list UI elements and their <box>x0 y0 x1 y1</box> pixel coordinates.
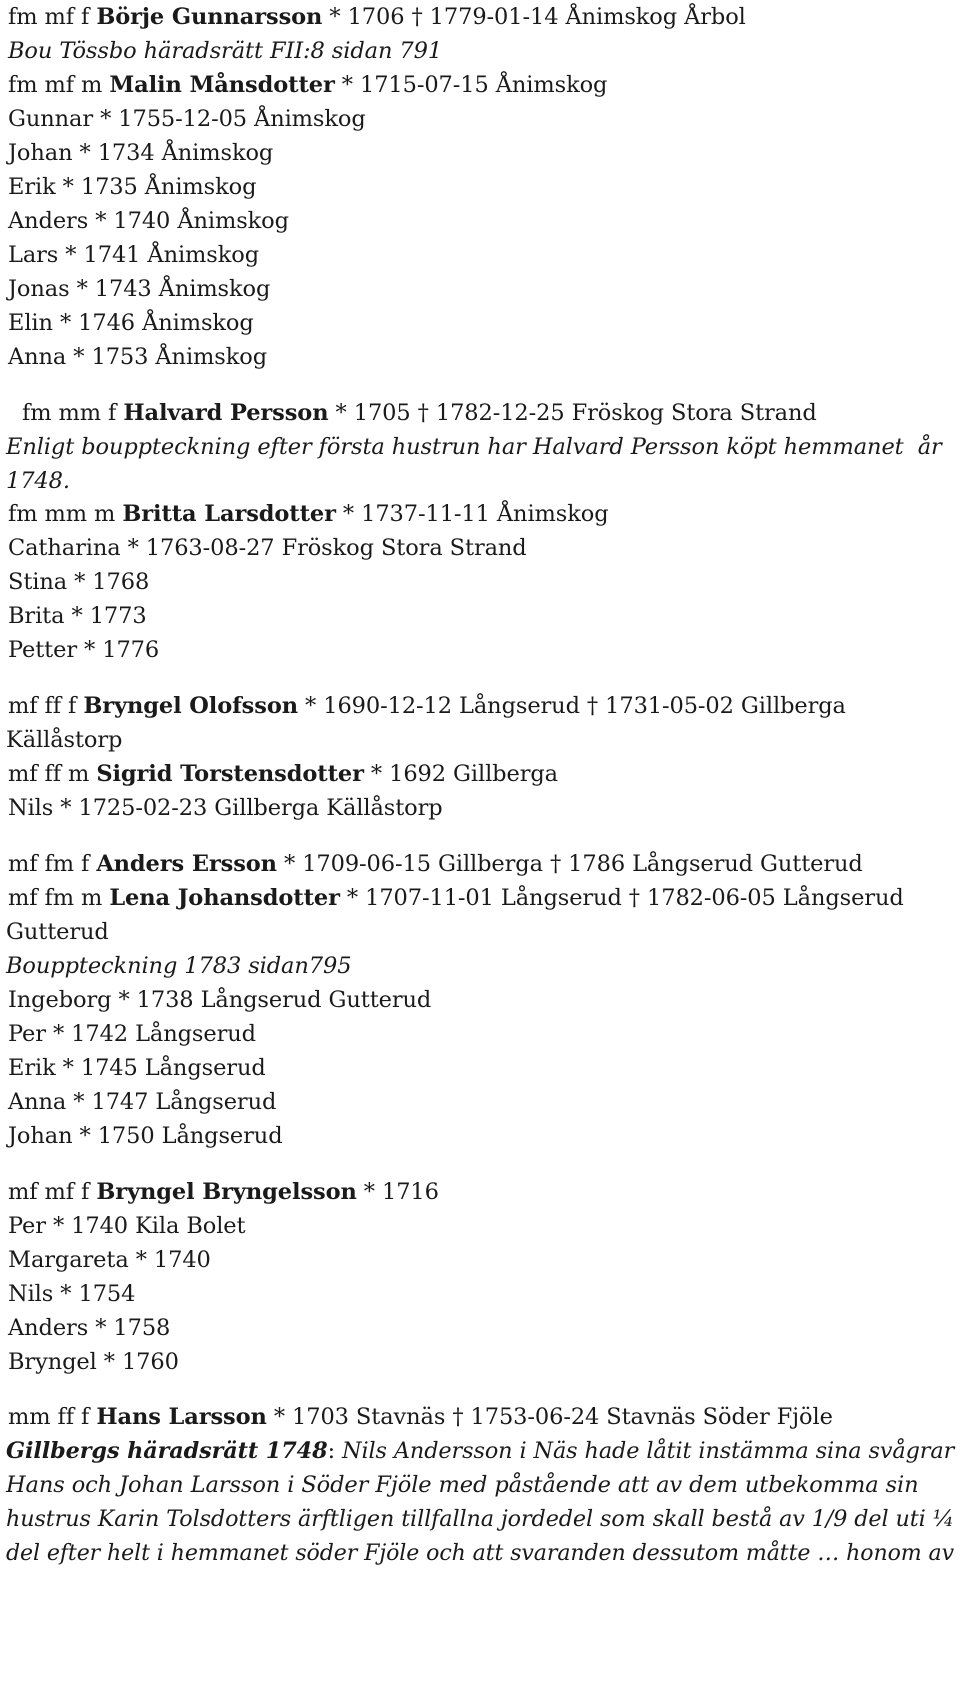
text-segment: fm mf m <box>8 72 110 98</box>
text-line <box>8 272 270 306</box>
text-line <box>8 689 846 723</box>
person-name: Hans Larsson <box>96 1404 267 1430</box>
person-name: Bryngel Bryngelsson <box>96 1179 357 1205</box>
text-segment: Johan * 1734 Ånimskog <box>8 140 274 166</box>
text-segment: * 1690-12-12 Långserud † 1731-05-02 Gillberga <box>297 693 846 719</box>
text-line <box>8 633 159 667</box>
text-segment: * 1707-11-01 Långserud † 1782-06-05 Långserud <box>339 885 904 911</box>
text-line <box>8 238 259 272</box>
text-segment: Catharina * 1763-08-27 Fröskog Stora Strand <box>8 535 527 561</box>
text-line <box>8 1277 135 1311</box>
text-segment: mm ff f <box>8 1404 97 1430</box>
text-line <box>8 34 442 68</box>
source-note: del efter helt i hemmanet söder Fjöle och att svaranden dessutom måtte … honom av <box>6 1540 954 1566</box>
person-name: Bryngel Olofsson <box>83 693 298 719</box>
text-segment: * 1709-06-15 Gillberga † 1786 Långserud Gutterud <box>276 851 863 877</box>
text-segment: Nils * 1754 <box>8 1281 136 1307</box>
text-segment: * 1737-11-11 Ånimskog <box>335 501 609 527</box>
person-name: Malin Månsdotter <box>109 72 335 98</box>
text-line <box>8 1243 211 1277</box>
source-note: Hans och Johan Larsson i Söder Fjöle med påstående att av dem utbekomma sin <box>6 1472 919 1498</box>
text-line <box>8 306 254 340</box>
text-segment: Nils * 1725-02-23 Gillberga Källåstorp <box>8 795 443 821</box>
text-line <box>8 1345 179 1379</box>
text-line <box>8 170 256 204</box>
text-segment: Erik * 1735 Ånimskog <box>8 174 257 200</box>
text-segment: Källåstorp <box>6 727 123 753</box>
text-line <box>8 1400 833 1434</box>
text-segment: fm mm m <box>8 501 123 527</box>
text-segment: Anna * 1753 Ånimskog <box>8 344 268 370</box>
text-line <box>6 1502 954 1536</box>
text-line <box>8 497 609 531</box>
text-line <box>8 531 527 565</box>
text-segment: * 1705 † 1782-12-25 Fröskog Stora Strand <box>328 400 817 426</box>
person-name: Sigrid Torstensdotter <box>96 761 364 787</box>
text-line <box>8 847 863 881</box>
person-name: Lena Johansdotter <box>109 885 340 911</box>
text-segment: Gutterud <box>6 919 109 945</box>
text-segment: Johan * 1750 Långserud <box>8 1123 283 1149</box>
text-segment: Anders * 1740 Ånimskog <box>8 208 289 234</box>
source-note: Enligt bouppteckning efter första hustrun har Halvard Persson köpt hemmanet år <box>6 434 942 460</box>
text-segment: Anders * 1758 <box>8 1315 171 1341</box>
text-line <box>6 949 351 983</box>
text-segment: fm mf f <box>8 4 97 30</box>
text-segment: * 1716 <box>356 1179 439 1205</box>
text-segment: mf mf f <box>8 1179 97 1205</box>
text-line <box>6 1434 954 1468</box>
text-segment: Anna * 1747 Långserud <box>8 1089 277 1115</box>
text-line <box>8 881 904 915</box>
text-line <box>8 68 607 102</box>
text-segment: Erik * 1745 Långserud <box>8 1055 266 1081</box>
text-line <box>8 102 366 136</box>
person-name: Halvard Persson <box>123 400 329 426</box>
text-line <box>6 915 109 949</box>
text-segment: * 1692 Gillberga <box>363 761 558 787</box>
text-segment: mf ff m <box>8 761 97 787</box>
text-segment: Stina * 1768 <box>8 569 150 595</box>
text-line <box>8 1085 276 1119</box>
text-segment: Brita * 1773 <box>8 603 147 629</box>
text-segment: Margareta * 1740 <box>8 1247 211 1273</box>
text-line <box>8 599 147 633</box>
source-note: hustrus Karin Tolsdotters ärftligen tillfallna jordedel som skall bestå av 1/9 del uti ¼ <box>6 1506 955 1532</box>
text-line <box>6 1468 919 1502</box>
text-segment: fm mm f <box>22 400 124 426</box>
text-line <box>8 1051 266 1085</box>
text-segment: mf fm f <box>8 851 97 877</box>
text-line <box>6 1536 954 1570</box>
text-segment: Ingeborg * 1738 Långserud Gutterud <box>8 987 432 1013</box>
text-line <box>8 565 149 599</box>
text-line <box>8 204 289 238</box>
text-line <box>8 1311 170 1345</box>
text-segment: mf ff f <box>8 693 84 719</box>
source-heading: Gillbergs häradsrätt 1748 <box>6 1438 328 1464</box>
text-segment: * 1703 Stavnäs † 1753-06-24 Stavnäs Söder Fjöle <box>266 1404 833 1430</box>
source-note: Nils Andersson i Näs hade låtit instämma sina svågrar <box>342 1438 955 1464</box>
text-segment: Per * 1742 Långserud <box>8 1021 256 1047</box>
text-segment: * 1715-07-15 Ånimskog <box>334 72 608 98</box>
text-segment: Per * 1740 Kila Bolet <box>8 1213 246 1239</box>
text-segment: Bryngel * 1760 <box>8 1349 179 1375</box>
text-line <box>8 1017 256 1051</box>
text-segment: : <box>327 1438 343 1464</box>
text-segment: * 1706 † 1779-01-14 Ånimskog Årbol <box>322 4 746 30</box>
text-line <box>8 340 267 374</box>
text-line <box>8 1175 439 1209</box>
person-name: Anders Ersson <box>96 851 277 877</box>
text-segment: Elin * 1746 Ånimskog <box>8 310 254 336</box>
text-segment: mf fm m <box>8 885 110 911</box>
text-line <box>8 0 746 34</box>
text-segment: Petter * 1776 <box>8 637 160 663</box>
text-line <box>8 791 443 825</box>
text-segment: Jonas * 1743 Ånimskog <box>8 276 271 302</box>
person-name: Britta Larsdotter <box>122 501 336 527</box>
text-line <box>22 396 817 430</box>
text-line <box>6 723 122 757</box>
text-line <box>8 136 273 170</box>
text-line <box>8 757 558 791</box>
source-note: Bou Tössbo häradsrätt FII:8 sidan 791 <box>8 38 443 64</box>
source-note: Bouppteckning 1783 sidan795 <box>6 953 352 979</box>
text-line <box>8 1119 283 1153</box>
text-line <box>8 983 431 1017</box>
source-note: 1748. <box>6 468 70 494</box>
text-line <box>6 430 942 464</box>
text-segment: Lars * 1741 Ånimskog <box>8 242 260 268</box>
text-line <box>8 1209 245 1243</box>
person-name: Börje Gunnarsson <box>96 4 323 30</box>
text-line <box>6 464 70 498</box>
text-segment: Gunnar * 1755-12-05 Ånimskog <box>8 106 366 132</box>
